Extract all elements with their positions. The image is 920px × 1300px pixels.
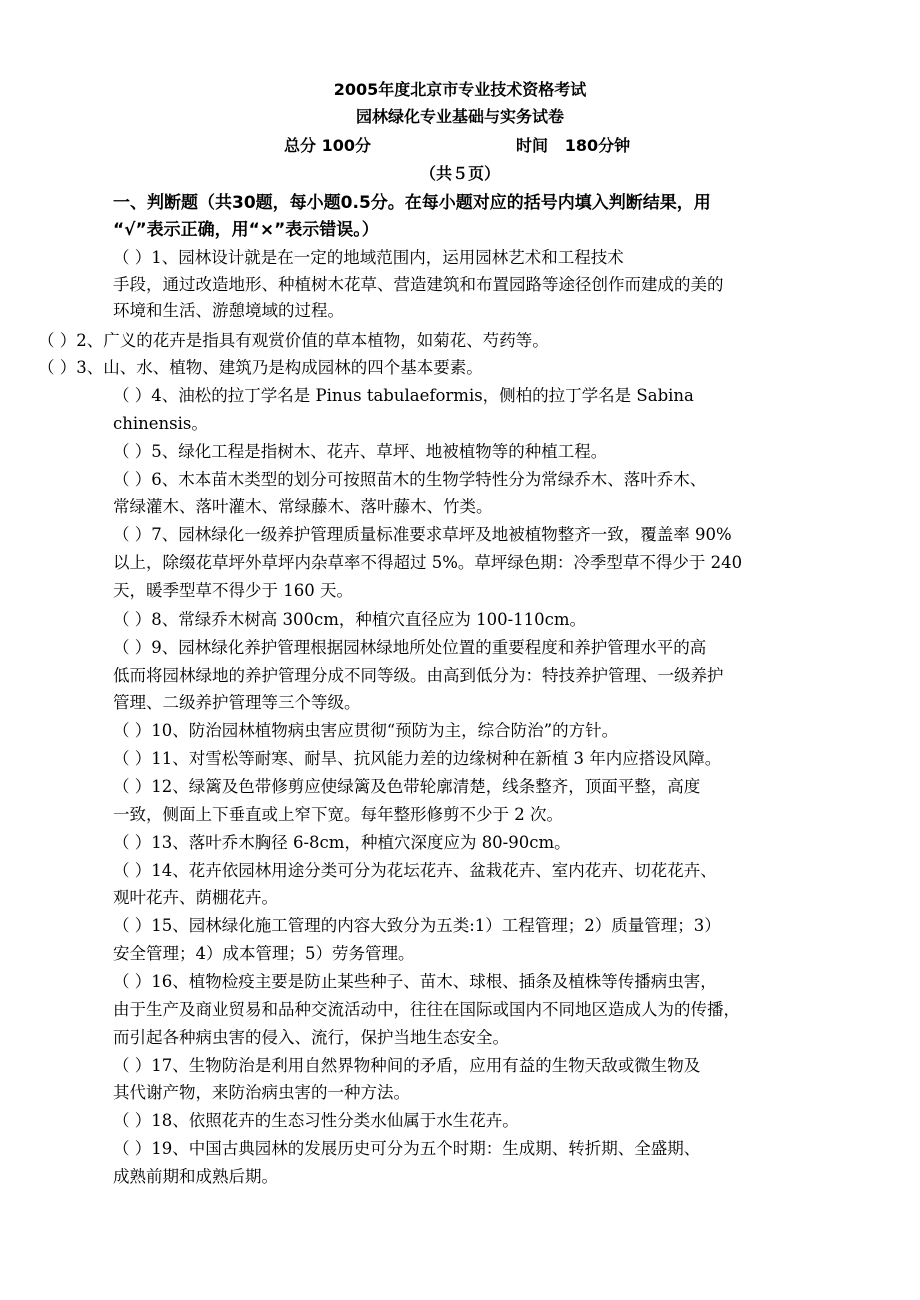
question-19-line: 成熟前期和成熟后期。: [113, 1167, 278, 1186]
question-8-line: （ ）8、常绿乔木树高 300cm，种植穴直径应为 100-110cm。: [113, 610, 587, 629]
question-12-line: （ ）12、绿篱及色带修剪应使绿篱及色带轮廓清楚，线条整齐，顶面平整，高度: [113, 777, 701, 796]
question-16-line: 而引起各种病虫害的侵入、流行，保护当地生态安全。: [113, 1028, 509, 1047]
question-10-line: （ ）10、防治园林植物病虫害应贯彻“预防为主，综合防治”的方针。: [113, 721, 619, 740]
question-7-line: 天，暖季型草不得少于 160 天。: [113, 581, 353, 600]
section-heading-line: 一、判断题（共30题，每小题0.5分。在每小题对应的括号内填入判断结果，用: [113, 193, 711, 213]
question-19-line: （ ）19、中国古典园林的发展历史可分为五个时期：生成期、转折期、全盛期、: [113, 1139, 701, 1158]
question-16-line: 由于生产及商业贸易和品种交流活动中，往往在国际或国内不同地区造成人为的传播，: [113, 1000, 740, 1019]
exam-subtitle: 园林绿化专业基础与实务试卷: [355, 107, 564, 126]
question-5-line: （ ）5、绿化工程是指树木、花卉、草坪、地被植物等的种植工程。: [113, 442, 608, 461]
total-score: 总分 100分: [284, 136, 371, 155]
question-17-line: 其代谢产物，来防治病虫害的一种方法。: [113, 1083, 410, 1102]
exam-time: 时间 180分钟: [516, 136, 631, 155]
exam-title: 2005年度北京市专业技术资格考试: [333, 80, 587, 99]
question-3-line: （ ）3、山、水、植物、建筑乃是构成园林的四个基本要素。: [38, 358, 483, 377]
question-2-line: （ ）2、广义的花卉是指具有观赏价值的草本植物，如菊花、芍药等。: [38, 331, 549, 350]
question-12-line: 一致，侧面上下垂直或上窄下宽。每年整形修剪不少于 2 次。: [113, 805, 563, 824]
question-14-line: 观叶花卉、荫棚花卉。: [113, 888, 278, 907]
question-6-line: （ ）6、木本苗木类型的划分可按照苗木的生物学特性分为常绿乔木、落叶乔木、: [113, 470, 707, 489]
question-4-line: chinensis。: [113, 414, 208, 433]
question-4-line: （ ）4、油松的拉丁学名是 Pinus tabulaeformis，侧柏的拉丁学名是 Sabina: [113, 386, 694, 405]
question-13-line: （ ）13、落叶乔木胸径 6-8cm，种植穴深度应为 80-90cm。: [113, 833, 571, 852]
section-heading-line: “√”表示正确，用“×”表示错误。）: [113, 220, 379, 240]
question-6-line: 常绿灌木、落叶灌木、常绿藤木、落叶藤木、竹类。: [113, 497, 493, 516]
question-18-line: （ ）18、依照花卉的生态习性分类水仙属于水生花卉。: [113, 1111, 519, 1130]
question-1-line: 手段，通过改造地形、种植树木花草、营造建筑和布置园路等途径创作而建成的美的: [113, 275, 724, 294]
question-11-line: （ ）11、对雪松等耐寒、耐旱、抗风能力差的边缘树种在新植 3 年内应搭设风障。: [113, 749, 722, 768]
question-15-line: 安全管理；4）成本管理；5）劳务管理。: [113, 944, 415, 963]
question-7-line: （ ）7、园林绿化一级养护管理质量标准要求草坪及地被植物整齐一致，覆盖率 90%: [113, 525, 732, 544]
question-9-line: 管理、二级养护管理等三个等级。: [113, 693, 361, 712]
question-1-line: 环境和生活、游憩境域的过程。: [113, 301, 344, 320]
question-9-line: （ ）9、园林绿化养护管理根据园林绿地所处位置的重要程度和养护管理水平的高: [113, 638, 707, 657]
question-14-line: （ ）14、花卉依园林用途分类可分为花坛花卉、盆栽花卉、室内花卉、切花花卉、: [113, 861, 717, 880]
question-1-line: （ ）1、园林设计就是在一定的地域范围内，运用园林艺术和工程技术: [113, 248, 624, 267]
question-16-line: （ ）16、植物检疫主要是防止某些种子、苗木、球根、插条及植株等传播病虫害，: [113, 972, 717, 991]
question-9-line: 低而将园林绿地的养护管理分成不同等级。由高到低分为：特技养护管理、一级养护: [113, 666, 724, 685]
page-count: （共５页）: [419, 164, 500, 183]
question-15-line: （ ）15、园林绿化施工管理的内容大致分为五类:1）工程管理；2）质量管理；3）: [113, 916, 721, 935]
question-7-line: 以上，除缀花草坪外草坪内杂草率不得超过 5%。草坪绿色期：冷季型草不得少于 240: [113, 553, 743, 572]
question-17-line: （ ）17、生物防治是利用自然界物种间的矛盾，应用有益的生物天敌或微生物及: [113, 1056, 701, 1075]
